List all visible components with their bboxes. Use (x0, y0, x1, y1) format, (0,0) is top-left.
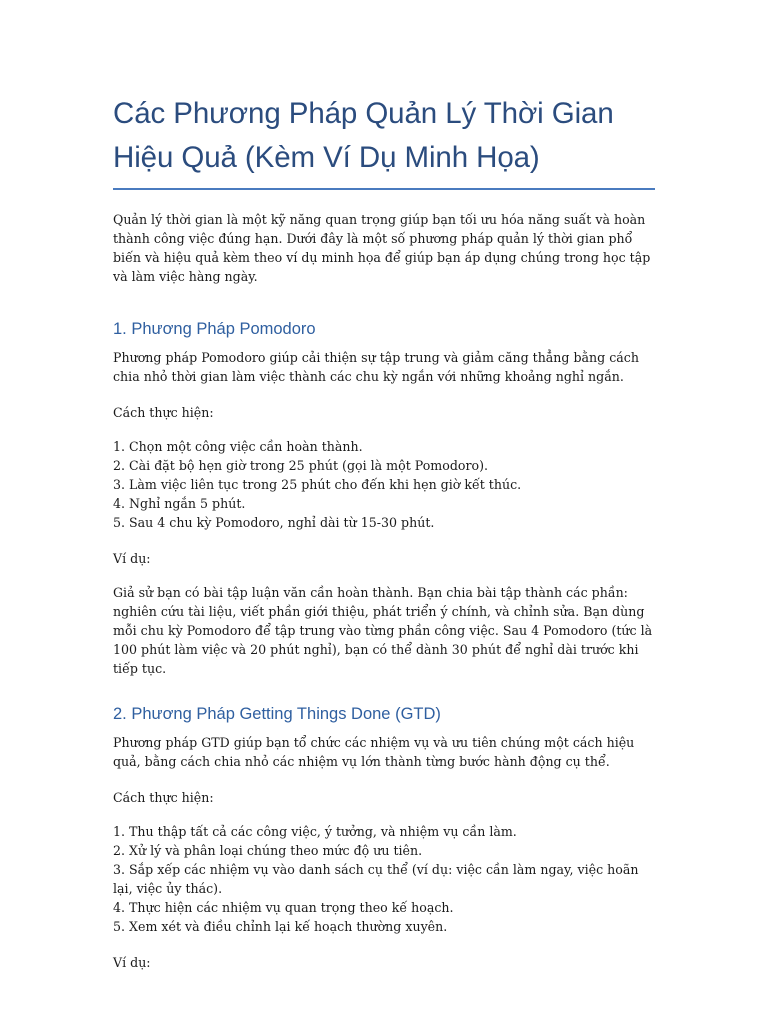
list-item: 1. Thu thập tất cả các công việc, ý tưởng, và nhiệm vụ cần làm. (113, 824, 517, 839)
list-item: 3. Sắp xếp các nhiệm vụ vào danh sách cụ thể (ví dụ: việc cần làm ngay, việc hoãn lại, việc ủy thác). (113, 862, 639, 896)
list-item: 3. Làm việc liên tục trong 25 phút cho đến khi hẹn giờ kết thúc. (113, 477, 522, 492)
list-item: 5. Sau 4 chu kỳ Pomodoro, nghỉ dài từ 15-30 phút. (113, 515, 435, 530)
section-heading: 1. Phương Pháp Pomodoro (113, 320, 316, 338)
list-item: 5. Xem xét và điều chỉnh lại kế hoạch thường xuyên. (113, 919, 448, 934)
steps-list (113, 437, 658, 532)
list-item: 4. Thực hiện các nhiệm vụ quan trọng theo kế hoạch. (113, 900, 454, 915)
section-description: Phương pháp GTD giúp bạn tổ chức các nhiệm vụ và ưu tiên chúng một cách hiệu quả, bằng cách chia nhỏ các nhiệm vụ lớn thành từng bước hành động cụ thể. (113, 735, 635, 769)
list-item: 4. Nghỉ ngắn 5 phút. (113, 496, 246, 511)
steps-list (113, 822, 658, 936)
steps-label: Cách thực hiện: (113, 790, 214, 805)
list-item: 2. Xử lý và phân loại chúng theo mức độ ưu tiên. (113, 843, 423, 858)
list-item: 1. Chọn một công việc cần hoàn thành. (113, 439, 363, 454)
section-description: Phương pháp Pomodoro giúp cải thiện sự tập trung và giảm căng thẳng bằng cách chia nhỏ thời gian làm việc thành các chu kỳ ngắn với những khoảng nghỉ ngắn. (113, 350, 639, 384)
page-title (113, 92, 658, 180)
title-underline (113, 188, 655, 190)
list-item: 2. Cài đặt bộ hẹn giờ trong 25 phút (gọi là một Pomodoro). (113, 458, 488, 473)
example-label: Ví dụ: (113, 551, 151, 566)
document-body (113, 92, 658, 972)
section-pomodoro (113, 319, 658, 678)
title-line-1: Các Phương Pháp Quản Lý Thời Gian (113, 97, 614, 130)
example-paragraph: Giả sử bạn có bài tập luận văn cần hoàn thành. Bạn chia bài tập thành các phần: nghiên cứu tài liệu, viết phần giới thiệu, phát triển ý chính, và chỉnh sửa. Bạn dùng mỗi chu kỳ Pomodoro để tập trung vào từng phần công việc. Sau 4 Pomodoro (tức là 100 phút làm việc và 20 phút nghỉ), bạn có thể dành 30 phút để nghỉ dài trước khi tiếp tục. (113, 585, 653, 676)
steps-label: Cách thực hiện: (113, 405, 214, 420)
section-heading: 2. Phương Pháp Getting Things Done (GTD) (113, 705, 441, 723)
intro-paragraph: Quản lý thời gian là một kỹ năng quan trọng giúp bạn tối ưu hóa năng suất và hoàn thành công việc đúng hạn. Dưới đây là một số phương pháp quản lý thời gian phổ biến và hiệu quả kèm theo ví dụ minh họa để giúp bạn áp dụng chúng trong học tập và làm việc hàng ngày. (113, 212, 651, 284)
title-line-2: Hiệu Quả (Kèm Ví Dụ Minh Họa) (113, 141, 540, 174)
section-gtd (113, 704, 658, 972)
example-label: Ví dụ: (113, 955, 151, 970)
